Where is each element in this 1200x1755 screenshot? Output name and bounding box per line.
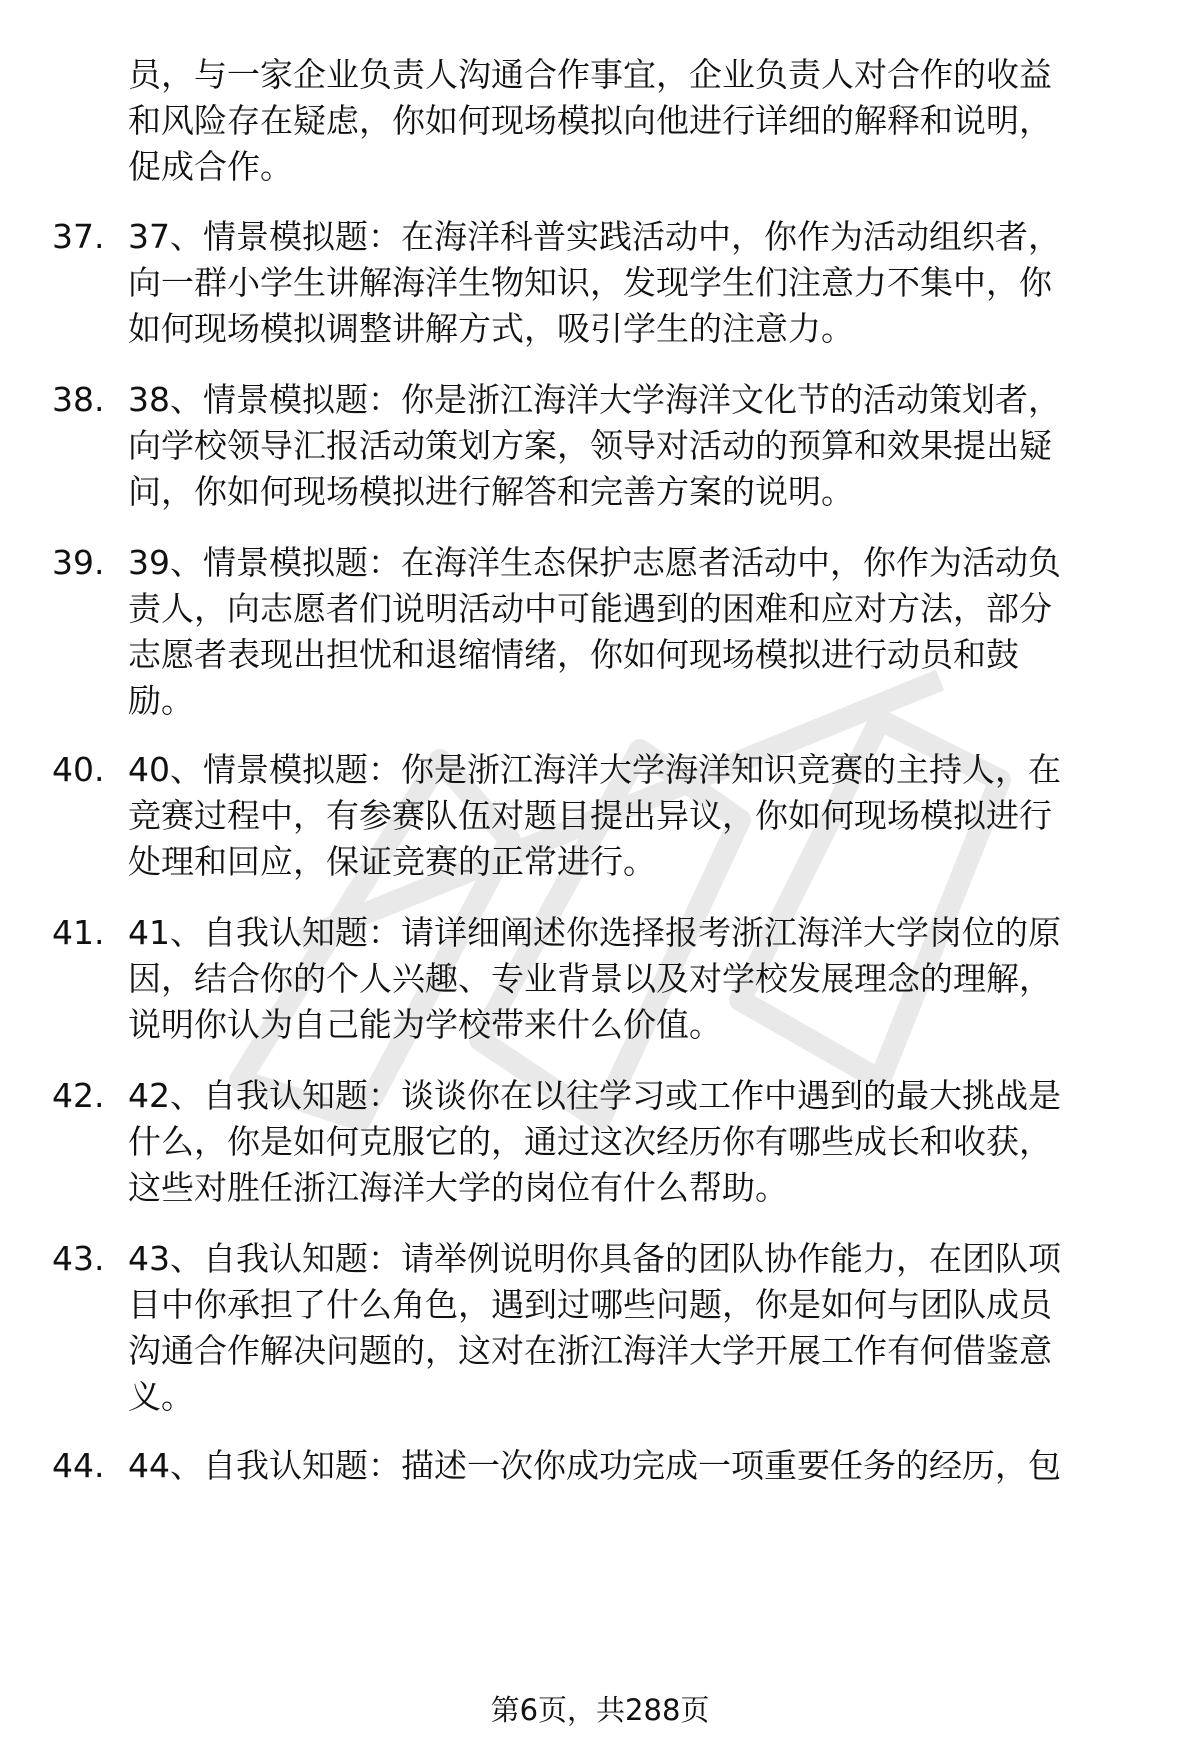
item-text xyxy=(128,52,1148,190)
text-line: 40、情景模拟题：你是浙江海洋大学海洋知识竞赛的主持人，在 xyxy=(128,750,1061,789)
item-number: 39. xyxy=(52,543,105,582)
item-text xyxy=(128,1443,1148,1489)
item-number: 44. xyxy=(52,1446,105,1485)
text-line: 责人，向志愿者们说明活动中可能遇到的困难和应对方法，部分 xyxy=(128,589,1052,628)
text-line: 目中你承担了什么角色，遇到过哪些问题，你是如何与团队成员 xyxy=(128,1285,1052,1324)
text-line: 说明你认为自己能为学校带来什么价值。 xyxy=(128,1005,722,1044)
text-line: 义。 xyxy=(128,1377,194,1416)
text-line: 促成合作。 xyxy=(128,147,293,186)
text-line: 42、自我认知题：谈谈你在以往学习或工作中遇到的最大挑战是 xyxy=(128,1076,1061,1115)
text-line: 这些对胜任浙江海洋大学的岗位有什么帮助。 xyxy=(128,1168,788,1207)
item-text xyxy=(128,910,1148,1048)
item-number: 41. xyxy=(52,913,105,952)
text-line: 员，与一家企业负责人沟通合作事宜，企业负责人对合作的收益 xyxy=(128,55,1052,94)
text-line: 竞赛过程中，有参赛队伍对题目提出异议，你如何现场模拟进行 xyxy=(128,796,1052,835)
item-text xyxy=(128,747,1148,885)
text-line: 44、自我认知题：描述一次你成功完成一项重要任务的经历，包 xyxy=(128,1446,1061,1485)
page-footer: 第6页，共288页 xyxy=(490,1693,710,1727)
item-number: 43. xyxy=(52,1239,105,1278)
text-line: 励。 xyxy=(128,681,194,720)
item-text xyxy=(128,377,1148,515)
text-line: 向学校领导汇报活动策划方案，领导对活动的预算和效果提出疑 xyxy=(128,426,1052,465)
text-line: 39、情景模拟题：在海洋生态保护志愿者活动中，你作为活动负 xyxy=(128,543,1061,582)
text-line: 43、自我认知题：请举例说明你具备的团队协作能力，在团队项 xyxy=(128,1239,1061,1278)
item-number: 38. xyxy=(52,380,105,419)
text-line: 因，结合你的个人兴趣、专业背景以及对学校发展理念的理解， xyxy=(128,959,1052,998)
item-text xyxy=(128,1073,1148,1211)
item-number: 40. xyxy=(52,750,105,789)
item-text xyxy=(128,214,1148,352)
item-number: 37. xyxy=(52,217,105,256)
text-line: 向一群小学生讲解海洋生物知识，发现学生们注意力不集中，你 xyxy=(128,263,1052,302)
text-line: 问，你如何现场模拟进行解答和完善方案的说明。 xyxy=(128,472,854,511)
text-line: 志愿者表现出担忧和退缩情绪，你如何现场模拟进行动员和鼓 xyxy=(128,635,1019,674)
text-line: 处理和回应，保证竞赛的正常进行。 xyxy=(128,842,656,881)
text-line: 如何现场模拟调整讲解方式，吸引学生的注意力。 xyxy=(128,309,854,348)
text-line: 38、情景模拟题：你是浙江海洋大学海洋文化节的活动策划者， xyxy=(128,380,1061,419)
text-line: 什么，你是如何克服它的，通过这次经历你有哪些成长和收获， xyxy=(128,1122,1052,1161)
text-line: 37、情景模拟题：在海洋科普实践活动中，你作为活动组织者， xyxy=(128,217,1061,256)
text-line: 沟通合作解决问题的，这对在浙江海洋大学开展工作有何借鉴意 xyxy=(128,1331,1052,1370)
item-text xyxy=(128,540,1148,724)
text-line: 41、自我认知题：请详细阐述你选择报考浙江海洋大学岗位的原 xyxy=(128,913,1061,952)
item-text xyxy=(128,1236,1148,1420)
item-number: 42. xyxy=(52,1076,105,1115)
text-line: 和风险存在疑虑，你如何现场模拟向他进行详细的解释和说明， xyxy=(128,101,1052,140)
